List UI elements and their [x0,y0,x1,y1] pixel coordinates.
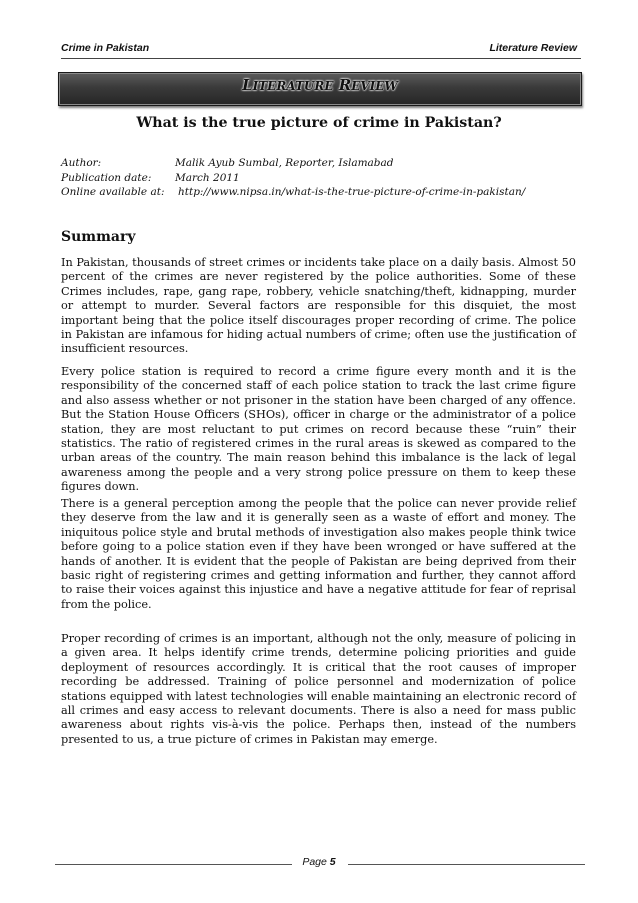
paragraph-1: In Pakistan, thousands of street crimes or incidents take place on a daily basis. Almost 50 percent of the crimes are never registered by the police authorities. Some of these Crimes includes, rape, gang rape, robbery, vehicle snatching/theft, kidnapping, murder or attempt to murder. Several factors are responsible for this disquiet, the most important being that the police itself discourages proper recording of crime. The police in Pakistan are infamous for hiding actual numbers of crime; often use the justification of insufficient resources. [61,256,576,356]
article-title: What is the true picture of crime in Pakistan? [136,115,502,131]
meta-online-url: http://www.nipsa.in/what-is-the-true-picture-of-crime-in-pakistan/ [178,186,526,198]
header-document-title: Crime in Pakistan [61,42,150,54]
paragraph-3: There is a general perception among the people that the police can never provide relief they deserve from the law and it is generally seen as a waste of effort and money. The iniquitous police style and brutal methods of investigation also makes people think twice before going to a police station even if they have been wronged or have suffered at the hands of another. It is evident that the people of Pakistan are being deprived from their basic right of registering crimes and getting information and further, they cannot afford to raise their voices against this injustice and have a negative attitude for fear of reprisal from the police. [61,497,576,611]
page-number [0,856,638,868]
page-label: Page [302,856,327,868]
meta-author-label: Author: [61,157,102,169]
header-divider [61,58,581,59]
section-banner [58,72,582,106]
banner-rest-1: ITERATURE [252,79,334,93]
paragraph-4: Proper recording of crimes is an important, although not the only, measure of policing in a given area. It helps identify crime trends, determine policing priorities and guide deployment of resources accordingly. It is critical that the root causes of improper recording be addressed. Training of police personnel and modernization of police stations equipped with latest technologies will enable maintaining an electronic record of all crimes and easy access to relevant documents. There is also a need for mass public awareness about rights vis-à-vis the police. Perhaps then, instead of the numbers presented to us, a true picture of crimes in Pakistan may emerge. [61,632,576,746]
footer-divider-right [348,864,585,865]
banner-title [59,76,581,94]
header-section-title: Literature Review [489,42,577,54]
banner-cap-1: L [242,76,253,94]
summary-heading: Summary [61,229,136,245]
banner-rest-2: EVIEW [351,79,398,93]
meta-online-label: Online available at: [61,186,165,198]
page-number-value: 5 [329,856,336,868]
meta-date-label: Publication date: [61,171,152,184]
banner-cap-2: R [338,76,352,94]
page-footer [0,855,638,875]
paragraph-2: Every police station is required to record a crime figure every month and it is the responsibility of the concerned staff of each police station to track the last crime figure and also assess whether or not prisoner in the station have been charged of any offence. But the Station House Officers (SHOs), officer in charge or the administrator of a police station, they are most reluctant to put crimes on record because these “ruin” their statistics. The ratio of registered crimes in the rural areas is skewed as compared to the urban areas of the country. The main reason behind this imbalance is the lack of legal awareness among the people and a very strong police pressure on them to keep these figures down. [61,365,576,494]
meta-date-value: March 2011 [175,171,240,184]
meta-author-value: Malik Ayub Sumbal, Reporter, Islamabad [175,157,394,169]
